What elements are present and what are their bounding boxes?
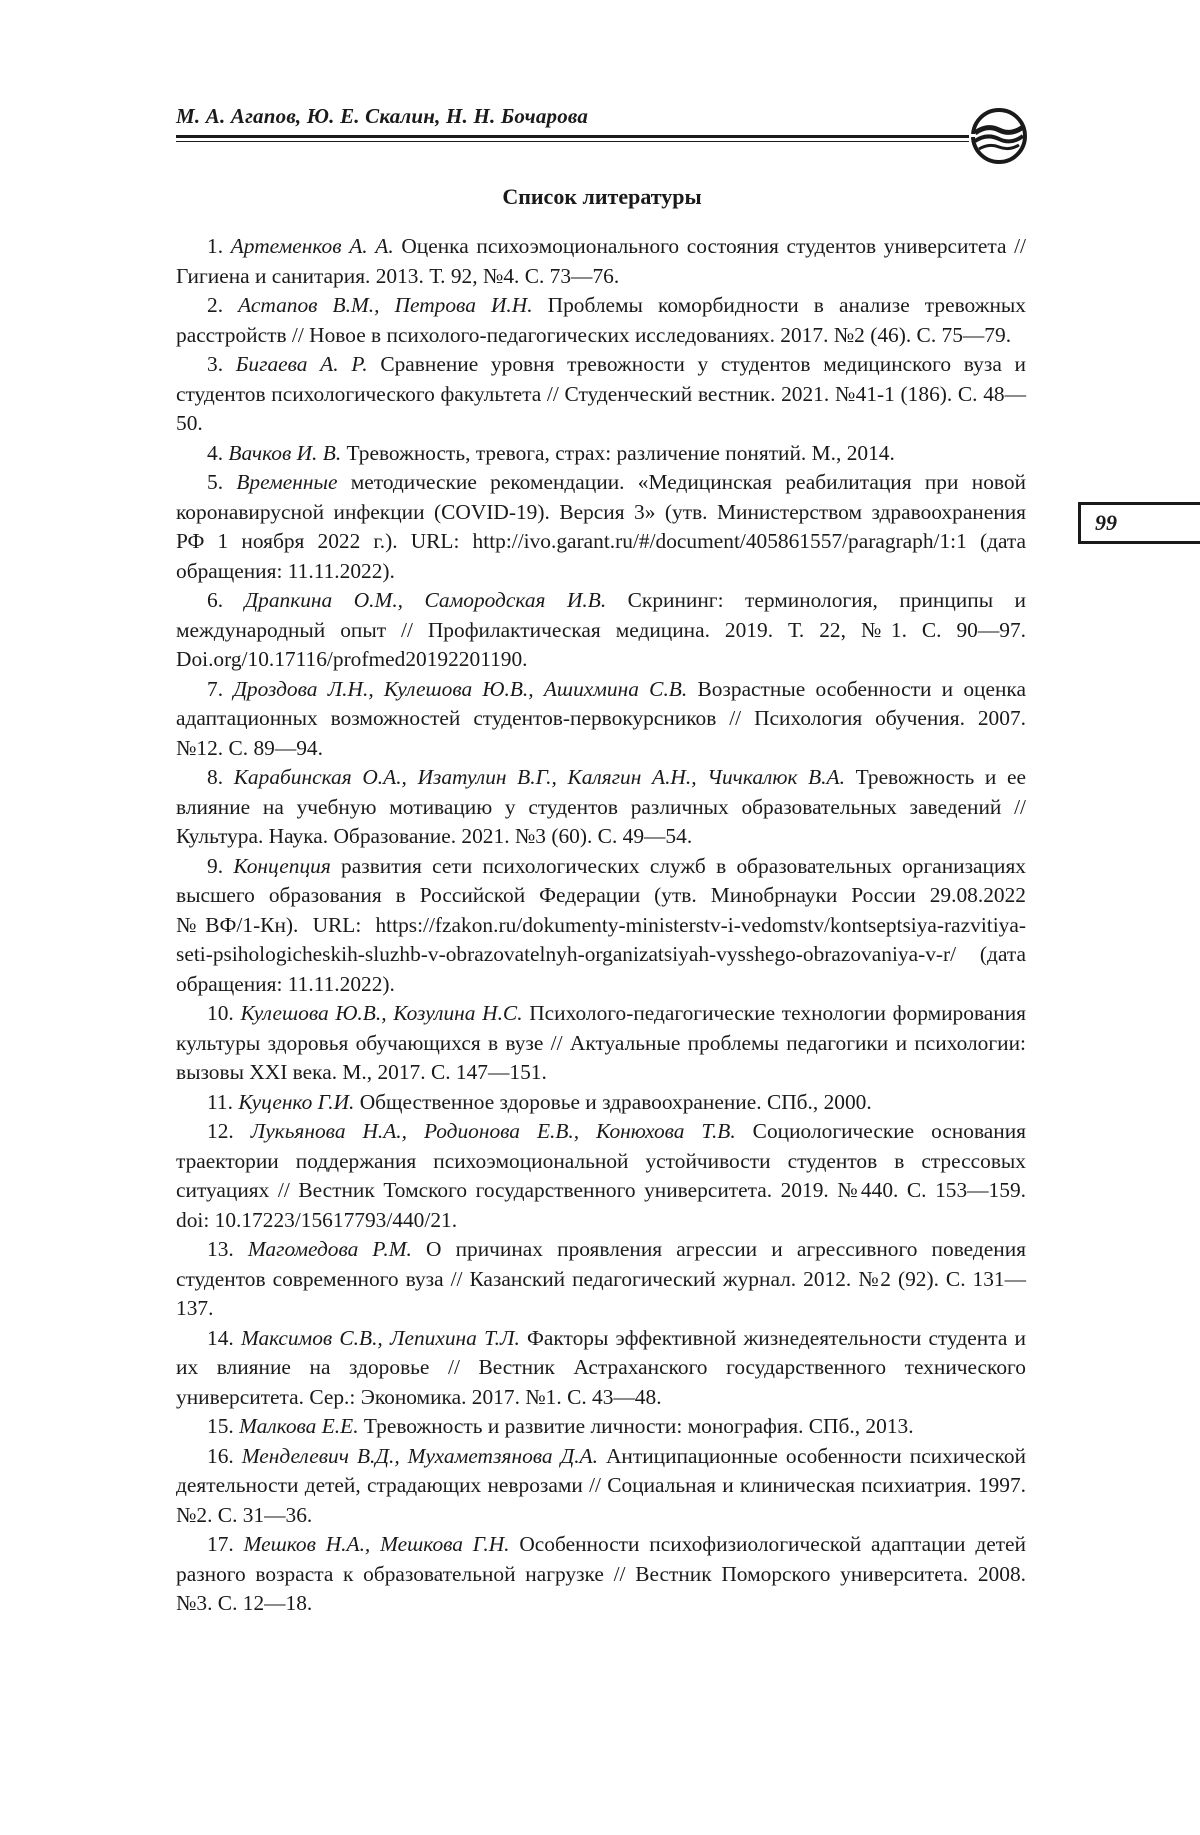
reference-authors: Лукьянова Н.А., Родионова Е.В., Конюхова Т.В. [250, 1119, 736, 1143]
reference-authors: Астапов В.М., Петрова И.Н. [238, 293, 533, 317]
reference-item [176, 291, 1026, 350]
reference-number: 4. [207, 440, 224, 465]
reference-text: Факторы эффективной жизнедеятельности студента и их влияние на здоровье // Вестник Астраханского государственного технического университета. Сер.: Экономика. 2017. №1. С. 43—48. [176, 1325, 1026, 1409]
reference-text: Социологические основания траектории поддержания психоэмоциональной устойчивости студентов в стрессовых ситуациях // Вестник Томского государственного университета. 2019. №440. С. 153—159. doi: 10.17223/15617793/440/21. [176, 1119, 1026, 1232]
reference-authors: Малкова Е.Е. [239, 1414, 359, 1438]
reference-number: 2. [207, 293, 224, 317]
reference-item [176, 1235, 1026, 1324]
journal-wave-logo-icon [969, 106, 1029, 166]
reference-item [176, 1088, 1026, 1118]
reference-number: 7. [207, 676, 224, 701]
reference-authors: Бигаева А. Р. [235, 352, 368, 376]
reference-text: Тревожность и развитие личности: монография. СПб., 2013. [358, 1414, 914, 1438]
header-authors: М. А. Агапов, Ю. Е. Скалин, Н. Н. Бочарова [176, 104, 589, 128]
reference-authors: Временные [236, 470, 338, 494]
reference-number: 5. [207, 470, 224, 494]
reference-text: Тревожность и ее влияние на учебную мотивацию у студентов различных образовательных заведений // Культура. Наука. Образование. 2021. №3 (60). С. 49—54. [176, 765, 1026, 848]
reference-authors: Дроздова Л.Н., Кулешова Ю.В., Ашихмина С.В. [233, 676, 688, 701]
reference-text: О причинах проявления агрессии и агрессивного поведения студентов современного вуза // Казанский педагогический журнал. 2012. №2 (92). С. 131—137. [176, 1237, 1026, 1320]
reference-authors: Максимов С.В., Лепихина Т.Л. [240, 1325, 520, 1350]
reference-text: Сравнение уровня тревожности у студентов медицинского вуза и студентов психологического факультета // Студенческий вестник. 2021. №41-1 (186). С. 48—50. [176, 352, 1026, 435]
reference-item [176, 1117, 1026, 1235]
reference-number: 9. [207, 853, 224, 878]
reference-authors: Мешков Н.А., Мешкова Г.Н. [243, 1532, 510, 1556]
reference-item [176, 1530, 1026, 1619]
reference-number: 15. [207, 1414, 234, 1438]
reference-number: 10. [207, 1001, 234, 1025]
reference-authors: Магомедова Р.М. [247, 1237, 412, 1261]
reference-text: Общественное здоровье и здравоохранение. СПб., 2000. [354, 1089, 872, 1114]
reference-item [176, 586, 1026, 675]
header-rule [176, 135, 969, 138]
reference-authors: Вачков И. В. [228, 440, 342, 465]
running-header [176, 104, 1028, 129]
reference-number: 14. [207, 1325, 234, 1350]
reference-number: 16. [207, 1443, 234, 1468]
reference-item [176, 1412, 1026, 1442]
page-number: 99 [1095, 510, 1117, 535]
reference-item [176, 675, 1026, 764]
reference-item [176, 232, 1026, 291]
reference-number: 3. [207, 352, 224, 376]
reference-number: 8. [207, 765, 224, 789]
reference-text: Антиципационные особенности психической деятельности детей, страдающих неврозами // Социальная и клиническая психиатрия. 1997. №2. С. 31—36. [176, 1443, 1027, 1527]
reference-text: Скрининг: терминология, принципы и международный опыт // Профилактическая медицина. 2019. Т. 22, №1. С. 90—97. Doi.org/10.17116/profmed20192201190. [176, 588, 1026, 671]
reference-authors: Кулешова Ю.В., Козулина Н.С. [240, 1001, 523, 1025]
reference-number: 12. [207, 1119, 234, 1143]
reference-authors: Куценко Г.И. [238, 1089, 355, 1114]
reference-text: Возрастные особенности и оценка адаптационных возможностей студентов-первокурсников // Психология обучения. 2007. №12. С. 89—94. [176, 676, 1026, 760]
reference-text: методические рекомендации. «Медицинская реабилитация при новой коронавирусной инфекции (COVID-19). Версия 3» (утв. Министерством здравоохранения РФ 1 ноября 2022 г.). URL: http://ivo.garant.ru/#/document/405861557/paragraph/1:1 (дата обращения: 11.11.2022). [176, 470, 1026, 583]
reference-authors: Драпкина О.М., Самородская И.В. [244, 588, 607, 612]
reference-text: Тревожность, тревога, страх: различение понятий. М., 2014. [341, 440, 895, 465]
reference-item [176, 350, 1026, 439]
reference-item [176, 852, 1026, 1000]
header-rule-thin [176, 141, 969, 142]
reference-number: 1. [207, 234, 224, 258]
reference-authors: Артеменков А. А. [230, 234, 394, 258]
reference-item [176, 439, 1026, 469]
reference-authors: Концепция [233, 853, 331, 878]
reference-number: 17. [207, 1532, 234, 1556]
reference-item [176, 468, 1026, 586]
page-number-tab [1078, 502, 1200, 544]
reference-list [176, 232, 1026, 1619]
reference-item [176, 999, 1026, 1088]
reference-text: Оценка психоэмоционального состояния студентов университета // Гигиена и санитария. 2013. Т. 92, №4. С. 73—76. [176, 234, 1026, 288]
reference-authors: Менделевич В.Д., Мухаметзянова Д.А. [241, 1443, 598, 1468]
reference-item [176, 763, 1026, 852]
section-title: Список литературы [502, 184, 702, 209]
reference-text: Психолого-педагогические технологии формирования культуры здоровья обучающихся в вузе // Актуальные проблемы педагогики и психологии: вызовы XXI века. М., 2017. С. 147—151. [176, 1001, 1026, 1084]
reference-number: 13. [207, 1237, 234, 1261]
reference-item [176, 1442, 1026, 1531]
reference-text: Проблемы коморбидности в анализе тревожных расстройств // Новое в психолого-педагогических исследованиях. 2017. №2 (46). С. 75—79. [176, 293, 1026, 347]
reference-number: 11. [207, 1089, 233, 1114]
reference-authors: Карабинская О.А., Изатулин В.Г., Калягин А.Н., Чичкалюк В.А. [233, 765, 845, 789]
reference-text: Особенности психофизиологической адаптации детей разного возраста к образовательной нагрузке // Вестник Поморского университета. 2008. №3. С. 12—18. [176, 1532, 1026, 1615]
reference-number: 6. [207, 588, 224, 612]
reference-item [176, 1324, 1026, 1413]
reference-text: развития сети психологических служб в образовательных организациях высшего образования в Российской Федерации (утв. Минобрнауки России 29.08.2022 №ВФ/1-Кн). URL: https://fzakon.ru/dokumenty-ministerstv-i-vedomstv/kontseptsiya-razvitiya-seti-psihologicheskih-sluzhb-v-obrazovatelnyh-organizatsiyah-vysshego-obrazovaniya-v-r/ (дата обращения: 11.11.2022). [176, 853, 1026, 996]
